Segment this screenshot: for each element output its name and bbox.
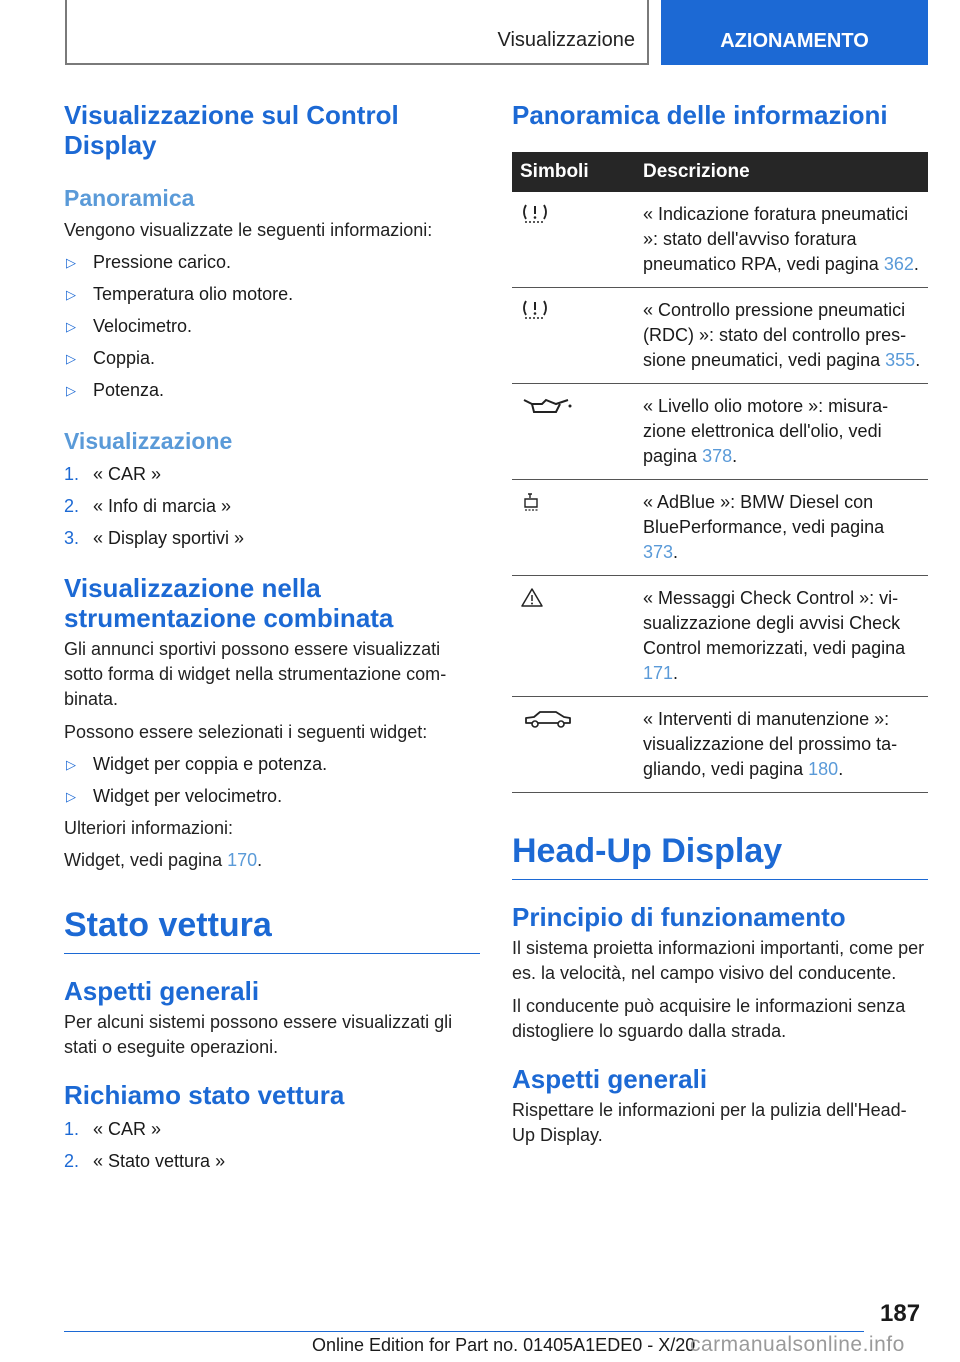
table-row [512, 288, 928, 384]
section-title: Visualizzazione [497, 29, 635, 51]
adblue-icon [520, 490, 544, 514]
step-item: 1. « CAR » [64, 1119, 162, 1139]
list-item: ▷ Potenza. [64, 378, 480, 403]
list-item: ▷ Temperatura olio motore. [64, 282, 480, 307]
chapter-tab [661, 0, 928, 65]
page-link[interactable]: 171 [643, 663, 674, 683]
heading-visualizzazione: Visualizzazione [64, 428, 233, 454]
widget-reference: Widget, vedi pagina 170. [64, 850, 263, 870]
ulteriori-label: Ulteriori informazioni: [64, 818, 234, 838]
page-link[interactable]: 355 [885, 350, 916, 370]
section-tab [65, 0, 649, 65]
visualizzazione-steps [64, 462, 480, 551]
heading-control-display: Visualizzazione sul Control Display [64, 100, 399, 160]
widget-list [64, 752, 480, 809]
heading-panoramica: Panoramica [64, 185, 195, 211]
heading-aspetti-generali: Aspetti generali [64, 976, 260, 1006]
bullet-triangle-icon: ▷ [66, 287, 76, 302]
tire-warning-icon [520, 202, 550, 226]
symbols-table [512, 152, 928, 793]
page-link[interactable]: 378 [702, 446, 733, 466]
footer-divider [64, 1331, 864, 1332]
column-header-symbols: Simboli [512, 152, 635, 192]
symbol-cell [512, 288, 635, 384]
principio-text-1: Il sistema proietta informazioni importanti, come per es. la velocità, nel campo visivo del conducente. [512, 938, 925, 983]
bullet-triangle-icon: ▷ [66, 255, 76, 270]
column-header-description: Descrizione [635, 152, 928, 192]
heading-stato-vettura: Stato vettura [64, 905, 480, 954]
heading-aspetti-generali-hud: Aspetti generali [512, 1064, 708, 1094]
heading-panoramica-info: Panoramica delle informazioni [512, 100, 888, 130]
edition-info: Online Edition for Part no. 01405A1EDE0 - X/20 [312, 1335, 696, 1355]
richiamo-steps [64, 1117, 480, 1174]
description-cell: « Controllo pressione pneumatici (RDC) »: stato del controllo pressione pneumatici, vedi pagina 355. [635, 288, 928, 384]
tire-pressure-icon [520, 298, 550, 322]
aspetti-hud-text: Rispettare le informazioni per la pulizia dell'Head-Up Display. [512, 1100, 907, 1145]
symbol-cell [512, 192, 635, 288]
list-item: ▷ Pressione carico. [64, 250, 480, 275]
page-link[interactable]: 180 [808, 759, 839, 779]
panoramica-list [64, 250, 480, 403]
widget-intro: Possono essere selezionati i seguenti widget: [64, 722, 428, 742]
heading-strumentazione: Visualizzazione nella strumentazione combinata [64, 573, 394, 633]
principio-text-2: Il conducente può acquisire le informazioni senza distogliere lo sguardo dalla strada. [512, 996, 906, 1041]
description-cell: « AdBlue »: BMW Diesel con BluePerformance, vedi pagina 373. [635, 480, 928, 576]
table-row [512, 576, 928, 697]
description-cell: « Messaggi Check Control »: visualizzazione degli avvisi Check Control memorizzati, vedi pagina 171. [635, 576, 928, 697]
symbol-cell [512, 697, 635, 793]
step-item: 2. « Info di marcia » [64, 496, 232, 516]
symbol-cell [512, 384, 635, 480]
table-row [512, 480, 928, 576]
right-column [512, 100, 928, 1148]
warning-triangle-icon [520, 586, 544, 610]
bullet-triangle-icon: ▷ [66, 757, 76, 772]
page-link[interactable]: 170 [227, 850, 258, 870]
description-cell: « Livello olio motore »: misurazione elettronica dell'olio, vedi pagina 378. [635, 384, 928, 480]
heading-principio: Principio di funzionamento [512, 902, 846, 932]
list-item: ▷ Velocimetro. [64, 314, 480, 339]
symbol-cell [512, 576, 635, 697]
list-item: ▷ Widget per coppia e potenza. [64, 752, 480, 777]
car-service-icon [520, 707, 574, 731]
page-number: 187 [880, 1300, 921, 1327]
symbol-cell [512, 480, 635, 576]
table-row [512, 384, 928, 480]
bullet-triangle-icon: ▷ [66, 383, 76, 398]
page-link[interactable]: 362 [883, 254, 914, 274]
step-item: 2. « Stato vettura » [64, 1151, 226, 1171]
heading-richiamo: Richiamo stato vettura [64, 1080, 345, 1110]
list-item: ▷ Coppia. [64, 346, 480, 371]
page-link[interactable]: 373 [643, 542, 674, 562]
step-item: 3. « Display sportivi » [64, 528, 245, 548]
left-column [64, 100, 480, 1174]
strumentazione-text: Gli annunci sportivi possono essere visualizzati sotto forma di widget nella strumentazione combinata. [64, 639, 447, 709]
heading-head-up-display: Head-Up Display [512, 831, 928, 880]
table-row [512, 697, 928, 793]
chapter-title: AZIONAMENTO [720, 30, 869, 52]
page-header [65, 0, 928, 65]
panoramica-intro: Vengono visualizzate le seguenti informazioni: [64, 220, 433, 240]
description-cell: « Indicazione foratura pneumatici »: stato dell'avviso foratura pneumatico RPA, vedi pagina 362. [635, 192, 928, 288]
description-cell: « Interventi di manutenzione »: visualizzazione del prossimo tagliando, vedi pagina 180. [635, 697, 928, 793]
table-row [512, 192, 928, 288]
bullet-triangle-icon: ▷ [66, 351, 76, 366]
step-item: 1. « CAR » [64, 464, 162, 484]
list-item: ▷ Widget per velocimetro. [64, 784, 480, 809]
oil-can-icon [520, 394, 574, 418]
table-header-row [512, 152, 928, 192]
bullet-triangle-icon: ▷ [66, 319, 76, 334]
bullet-triangle-icon: ▷ [66, 789, 76, 804]
watermark: carmanualsonline.info [690, 1333, 905, 1356]
aspetti-text: Per alcuni sistemi possono essere visualizzati gli stati o eseguite operazioni. [64, 1012, 453, 1057]
